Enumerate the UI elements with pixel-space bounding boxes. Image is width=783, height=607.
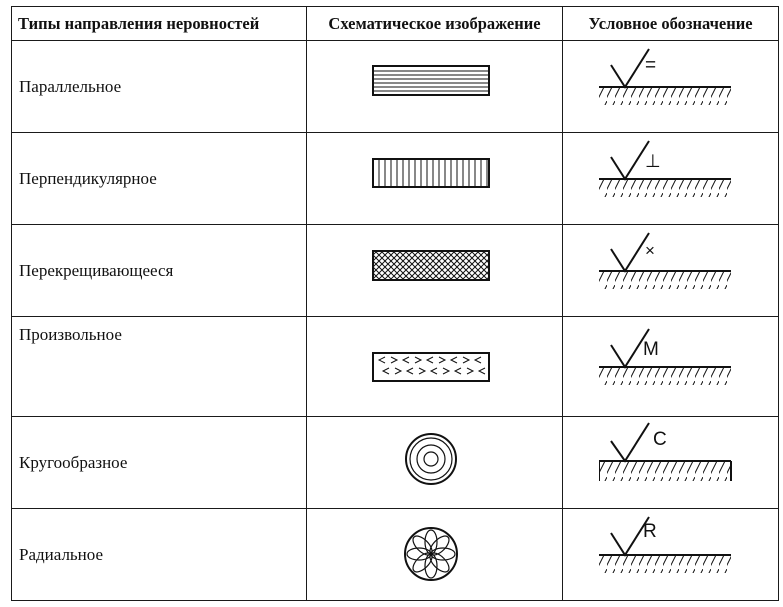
symbol-cell — [563, 133, 779, 225]
perpendicular-lines-icon — [307, 133, 563, 224]
header-row — [12, 7, 779, 41]
symbol-letter: = — [645, 55, 657, 76]
table-row — [12, 317, 779, 417]
table-row — [12, 225, 779, 317]
symbol-cell — [563, 509, 779, 601]
table-row — [12, 41, 779, 133]
symbol-letter: ⊥ — [645, 151, 661, 172]
symbol-letter: C — [653, 429, 667, 450]
radial-petals-icon — [307, 509, 563, 600]
random-marks-icon — [307, 321, 563, 412]
symbol-letter: × — [645, 241, 655, 260]
row-name: Перекрещивающееся — [12, 225, 307, 317]
header-types: Типы направления неровностей — [12, 7, 307, 41]
schematic-cell — [307, 133, 563, 225]
schematic-cell — [307, 41, 563, 133]
crosshatch-icon — [307, 225, 563, 316]
header-symbol: Условное обозначение — [563, 7, 779, 41]
row-name: Параллельное — [12, 41, 307, 133]
symbol-letter: M — [643, 339, 659, 360]
row-name: Произвольное — [12, 317, 307, 417]
roughness-symbol-icon — [599, 41, 759, 132]
symbol-letter: R — [643, 521, 657, 542]
table-row — [12, 509, 779, 601]
schematic-cell — [307, 317, 563, 417]
roughness-symbol-icon — [599, 225, 759, 316]
roughness-symbol-icon — [599, 321, 759, 412]
row-name: Радиальное — [12, 509, 307, 601]
schematic-cell — [307, 417, 563, 509]
schematic-cell — [307, 225, 563, 317]
roughness-symbol-boxed-icon — [599, 417, 759, 508]
parallel-lines-icon — [307, 41, 563, 132]
row-name: Кругообразное — [12, 417, 307, 509]
roughness-direction-table — [11, 6, 779, 601]
symbol-cell — [563, 41, 779, 133]
roughness-symbol-icon — [599, 133, 759, 224]
schematic-cell — [307, 509, 563, 601]
roughness-symbol-icon — [599, 509, 759, 600]
table-row — [12, 417, 779, 509]
symbol-cell — [563, 317, 779, 417]
concentric-circles-icon — [307, 417, 563, 508]
table-row — [12, 133, 779, 225]
row-name: Перпендикулярное — [12, 133, 307, 225]
symbol-cell — [563, 225, 779, 317]
header-schematic: Схематическое изображение — [307, 7, 563, 41]
symbol-cell — [563, 417, 779, 509]
